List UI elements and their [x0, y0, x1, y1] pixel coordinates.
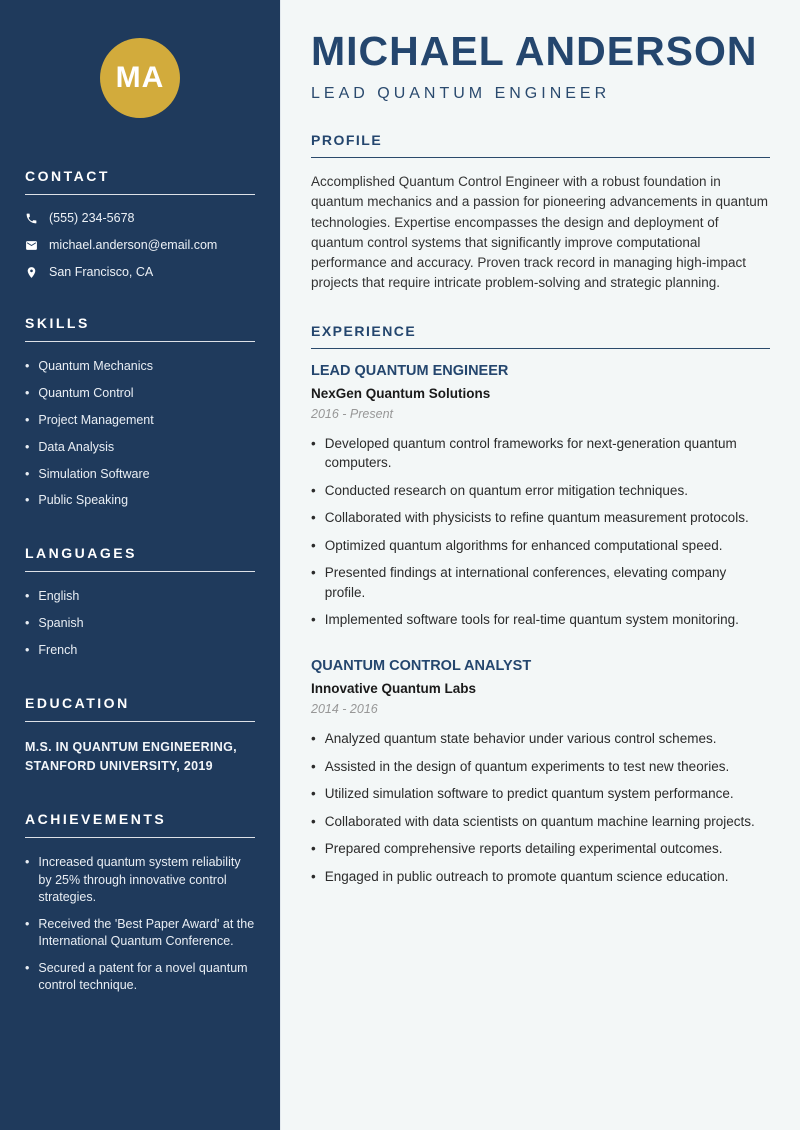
skill-label: Public Speaking [38, 493, 129, 508]
bullet-glyph: • [25, 466, 30, 481]
location-icon [25, 266, 38, 279]
bullet-glyph: • [311, 612, 316, 628]
list-item [311, 839, 770, 859]
bullet-glyph: • [25, 855, 30, 870]
skill-label: Quantum Mechanics [38, 359, 154, 373]
job-bullet-text: Engaged in public outreach to promote quantum science education. [324, 868, 729, 884]
languages-list [25, 588, 255, 659]
bullet-glyph: • [25, 616, 30, 631]
list-item [25, 385, 255, 402]
bullet-glyph: • [25, 643, 30, 657]
language-label: English [38, 589, 80, 604]
contact-phone-value: (555) 234-5678 [49, 211, 135, 225]
job-title-subtitle: LEAD QUANTUM ENGINEER [311, 85, 611, 102]
experience-section [311, 323, 770, 887]
avatar [100, 38, 180, 118]
bullet-glyph: • [25, 493, 30, 508]
skill-label: Simulation Software [38, 466, 150, 481]
list-item [311, 536, 770, 556]
skills-list [25, 358, 255, 509]
bullet-glyph: • [311, 482, 316, 498]
skill-label: Quantum Control [38, 385, 134, 400]
achievement-text: Secured a patent for a novel quantum control technique. [38, 960, 248, 993]
education-heading: EDUCATION [25, 695, 255, 722]
list-item [311, 434, 770, 473]
job-company: Innovative Quantum Labs [311, 681, 477, 696]
list-item [25, 412, 255, 429]
main-content [280, 0, 800, 1130]
list-item [25, 439, 255, 456]
bullet-glyph: • [311, 786, 316, 802]
phone-icon [25, 212, 38, 225]
skill-label: Project Management [38, 412, 154, 427]
list-item [25, 615, 255, 632]
sidebar-section-languages [25, 545, 255, 659]
bullet-glyph: • [25, 385, 30, 400]
list-item [25, 588, 255, 605]
achievement-text: Received the 'Best Paper Award' at the International Quantum Conference. [38, 916, 255, 949]
contact-item-email [25, 238, 255, 252]
sidebar-section-education [25, 695, 255, 776]
contact-heading: CONTACT [25, 168, 255, 195]
list-item [311, 812, 770, 832]
job-bullet-text: Collaborated with data scientists on quantum machine learning projects. [324, 813, 755, 829]
bullet-glyph: • [25, 960, 30, 975]
list-item [311, 481, 770, 501]
list-item [25, 358, 255, 375]
bullet-glyph: • [311, 435, 316, 451]
job-entry [311, 363, 770, 631]
bullet-glyph: • [25, 916, 30, 931]
list-item [311, 757, 770, 777]
experience-heading: EXPERIENCE [311, 323, 770, 349]
list-item [311, 867, 770, 887]
bullet-glyph: • [25, 359, 30, 373]
bullet-glyph: • [311, 868, 316, 884]
contact-email-value: michael.anderson@email.com [49, 238, 218, 252]
bullet-glyph: • [25, 439, 30, 454]
bullet-glyph: • [25, 589, 30, 604]
achievements-heading: ACHIEVEMENTS [25, 811, 255, 838]
contact-item-location [25, 265, 255, 279]
profile-heading: PROFILE [311, 132, 770, 158]
job-bullet-text: Implemented software tools for real-time quantum system monitoring. [324, 612, 739, 628]
sidebar-section-skills [25, 315, 255, 509]
profile-summary: Accomplished Quantum Control Engineer with a robust foundation in quantum mechanics and a passion for pioneering advancements in quantum technologies. Expertise encompasses the design and deployment of quantum control systems that significantly improve computational performance and accuracy. Proven track record in managing high-impact projects that require intricate problem-solving and strategic planning. [311, 174, 769, 291]
list-item [311, 610, 770, 630]
contact-item-phone [25, 211, 255, 225]
job-bullet-text: Assisted in the design of quantum experiments to test new theories. [324, 758, 730, 774]
achievement-text: Increased quantum system reliability by 25% through innovative control strategies. [38, 855, 241, 905]
job-bullet-text: Presented findings at international conferences, elevating company profile. [324, 565, 727, 600]
bullet-glyph: • [311, 813, 316, 829]
sidebar-section-achievements [25, 811, 255, 995]
bullet-glyph: • [311, 731, 316, 746]
job-bullet-text: Utilized simulation software to predict quantum system performance. [324, 786, 734, 802]
job-bullet-text: Optimized quantum algorithms for enhanced computational speed. [324, 537, 723, 553]
achievements-list [25, 854, 255, 995]
avatar-initials: MA [115, 61, 165, 94]
list-item [311, 563, 770, 602]
list-item [25, 492, 255, 509]
list-item [311, 729, 770, 749]
profile-section [311, 132, 770, 294]
skill-label: Data Analysis [38, 439, 115, 454]
list-item [25, 960, 255, 995]
sidebar-section-contact [25, 168, 255, 279]
email-icon [25, 239, 38, 252]
list-item [25, 916, 255, 951]
list-item [25, 642, 255, 659]
job-bullet-text: Analyzed quantum state behavior under various control schemes. [324, 731, 717, 746]
job-entry [311, 658, 770, 886]
job-bullet-text: Conducted research on quantum error mitigation techniques. [324, 482, 688, 498]
job-role: QUANTUM CONTROL ANALYST [311, 658, 532, 674]
bullet-glyph: • [311, 758, 316, 774]
job-bullet-list [311, 729, 770, 886]
job-company: NexGen Quantum Solutions [311, 385, 491, 401]
job-dates: 2014 - 2016 [311, 702, 378, 716]
sidebar [0, 0, 280, 1130]
language-label: French [38, 643, 78, 657]
education-degree: M.S. IN QUANTUM ENGINEERING, STANFORD UNIVERSITY, 2019 [25, 739, 237, 773]
bullet-glyph: • [25, 412, 30, 427]
job-bullet-list [311, 434, 770, 631]
job-bullet-text: Developed quantum control frameworks for next-generation quantum computers. [324, 435, 737, 471]
job-bullet-text: Prepared comprehensive reports detailing experimental outcomes. [324, 841, 723, 857]
list-item [311, 508, 770, 528]
language-label: Spanish [38, 616, 84, 631]
list-item [25, 466, 255, 483]
bullet-glyph: • [311, 841, 316, 857]
skills-heading: SKILLS [25, 315, 255, 342]
contact-location-value: San Francisco, CA [49, 265, 154, 279]
bullet-glyph: • [311, 565, 316, 581]
page-title: MICHAEL ANDERSON [311, 28, 758, 74]
job-role: LEAD QUANTUM ENGINEER [311, 362, 509, 379]
job-dates: 2016 - Present [311, 406, 393, 421]
bullet-glyph: • [311, 510, 316, 526]
languages-heading: LANGUAGES [25, 545, 255, 572]
bullet-glyph: • [311, 537, 316, 553]
list-item [25, 854, 255, 907]
job-bullet-text: Collaborated with physicists to refine quantum measurement protocols. [324, 510, 749, 526]
list-item [311, 784, 770, 804]
